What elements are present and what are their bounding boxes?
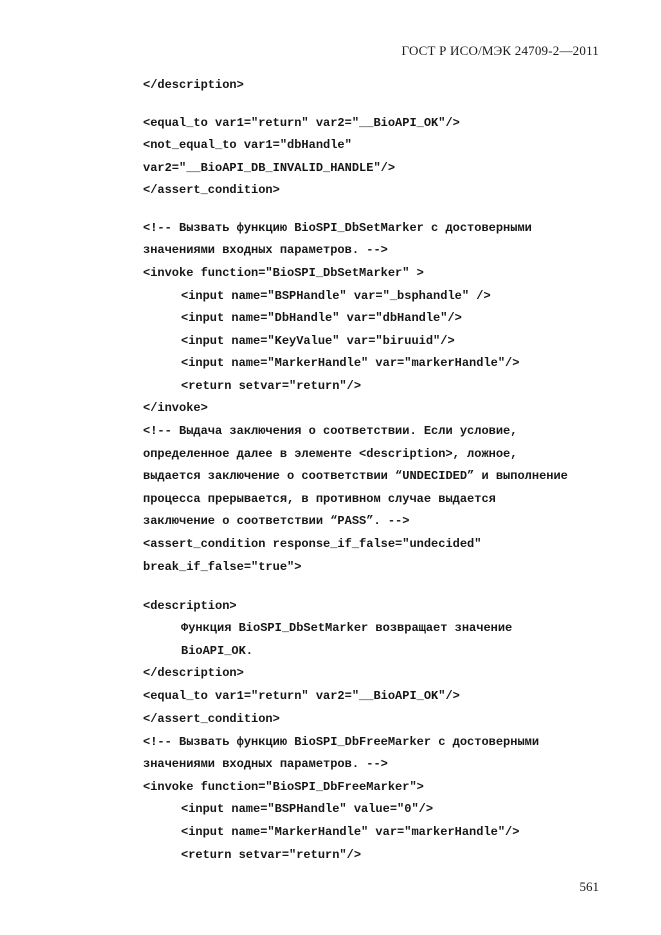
code-line: Функция BioSPI_DbSetMarker возвращает значение (181, 621, 513, 635)
code-line: <description> (143, 599, 237, 613)
code-line: </invoke> (143, 401, 208, 415)
code-comment-line: <!-- Вызвать функцию BioSPI_DbSetMarker с достоверными (143, 221, 532, 235)
code-line: BioAPI_OK. (181, 644, 254, 658)
code-line: <invoke function="BioSPI_DbSetMarker" > (143, 266, 424, 280)
code-line: <input name="MarkerHandle" var="markerHandle"/> (181, 825, 520, 839)
code-line: </description> (143, 78, 244, 92)
code-comment-line: <!-- Выдача заключения о соответствии. Если условие, (143, 424, 518, 438)
page-number: 561 (579, 879, 599, 894)
code-comment-line: процесса прерывается, в противном случае выдается (143, 492, 496, 506)
code-line: </assert_condition> (143, 712, 280, 726)
code-comment-line: заключение о соответствии “PASS”. --> (143, 514, 410, 528)
code-comment-line: значениями входных параметров. --> (143, 243, 388, 257)
code-line: <return setvar="return"/> (181, 379, 362, 393)
code-comment-line: определенное далее в элементе <description>, ложное, (143, 447, 518, 461)
code-line: <assert_condition response_if_false="undecided" (143, 537, 482, 551)
code-comment-line: <!-- Вызвать функцию BioSPI_DbFreeMarker с достоверными (143, 735, 540, 749)
code-line: <invoke function="BioSPI_DbFreeMarker"> (143, 780, 424, 794)
code-line: <input name="KeyValue" var="biruuid"/> (181, 334, 455, 348)
document-header-standard-code: ГОСТ Р ИСО/МЭК 24709-2—2011 (401, 43, 599, 58)
code-line: <equal_to var1="return" var2="__BioAPI_OK"/> (143, 116, 460, 130)
code-comment-line: выдается заключение о соответствии “UNDECIDED” и выполнение (143, 469, 568, 483)
code-line: var2="__BioAPI_DB_INVALID_HANDLE"/> (143, 161, 396, 175)
code-line: <input name="DbHandle" var="dbHandle"/> (181, 311, 462, 325)
code-line: <input name="BSPHandle" value="0"/> (181, 802, 434, 816)
code-line: <return setvar="return"/> (181, 848, 362, 862)
code-line: <equal_to var1="return" var2="__BioAPI_OK"/> (143, 689, 460, 703)
code-line: <input name="BSPHandle" var="_bsphandle" /> (181, 289, 491, 303)
code-line: </description> (143, 666, 244, 680)
code-line: <not_equal_to var1="dbHandle" (143, 138, 352, 152)
code-line: <input name="MarkerHandle" var="markerHandle"/> (181, 356, 520, 370)
code-line: </assert_condition> (143, 183, 280, 197)
code-line: break_if_false="true"> (143, 560, 302, 574)
code-comment-line: значениями входных параметров. --> (143, 757, 388, 771)
